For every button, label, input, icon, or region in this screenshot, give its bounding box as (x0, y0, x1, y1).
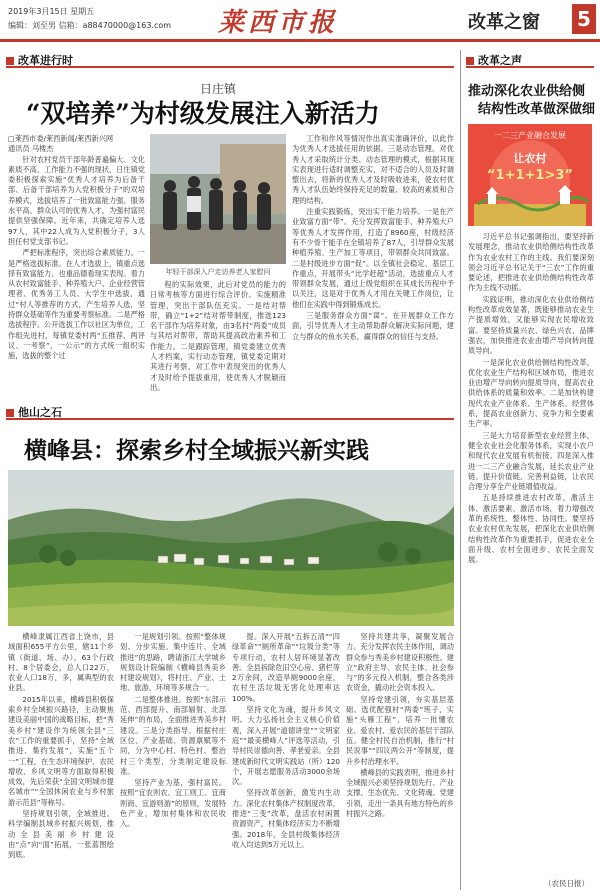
editor-line: 编辑：刘至男 信箱：a88470000@163.com (8, 21, 172, 30)
article1-col1 (8, 134, 145, 402)
article2-col3 (232, 632, 340, 890)
paragraph: 二是整体推进。按照“东部示范、西部提升、南部辐射、北部延伸”的布局，全面推进秀美乡村建设。三是分类指导。根据村庄区位、产业基础、资源禀赋等不同，分为中心村、特色村、整治村三个类型，分类制定建设标准。 (120, 694, 226, 776)
article3-body (468, 232, 594, 872)
paragraph: 横峰县的实践表明，推进乡村全域振兴必须坚持规划先行、产业支撑、生态优先、文化铸魂、党建引领，走出一条具有地方特色的乡村振兴之路。 (346, 767, 454, 819)
article1-photo (150, 134, 286, 264)
section-bar-voice (466, 52, 594, 68)
paragraph: 一是深化农业供给侧结构性改革，优化农业生产结构和区域布局，推进农业由增产导向转向提质导向，提高农业供给体系的质量和效率。二是加快构建现代农业产业体系、生产体系、经营体系，提高农业创新力、竞争力和全要素生产率。 (468, 357, 594, 429)
paragraph: 实践证明，推动深化农业供给侧结构性改革成效显著，既能够推动农业生产提质增效，又能够实现农民增收致富。要坚持质量兴农、绿色兴农、品牌强农，加快推进农业由增产导向转向提质导向。 (468, 294, 594, 356)
reporter: 通讯员 马楼杰 (8, 144, 54, 154)
paragraph: 工作和作风等情况作出真实准确评价，以此作为优秀人才选拔任用的依据。三是动态管理。对优秀人才采取统计分类、动态管理的模式，根据其现实表现进行适时调整充实，对不适合的人员及时调整出去，将新的优秀人才及时吸收进来，使农村优秀人才队伍始终保持充足的数量、较高的素质和合理的结构。 (292, 134, 454, 205)
newspaper-logo: 莱西市报 (218, 8, 339, 38)
square-icon (466, 57, 474, 65)
paragraph: 程的实际效果，此后对党员的能力的日常考核等方面进行综合评价。实施精准管理，突出干部队伍充实。一是结对帮带，确立“1+2”结对帮带制度，推选123名干部作为培养对象，由3名村“两委”成员与其结对帮带，帮助其提高政治素养和工作能力。二是跟踪管理，镇党委建立优秀人才档案，实行动态管理，镇党委定期对其进行考察，对工作中表现突出的优秀人才及时给予提拔重用，使优秀人才脱颖而出。 (150, 280, 286, 392)
page-number: 5 (572, 4, 596, 34)
paragraph: 坚持文化为魂，提升乡风文明。大力弘扬社会主义核心价值观，深入开展“道德讲堂”“文明家庭”“最美横峰人”评选等活动，引导村民崇德向善、孝老爱亲。全县建成新时代文明实践站（所）120个，开展志愿服务活动3000余场次。 (232, 705, 340, 787)
article2-col1 (8, 632, 114, 890)
paragraph: 三是服务群众方面“谋”。在开展群众工作方面，引导优秀人才主动帮助群众解决实际问题，建立与群众的鱼水关系，赢得群众的信任与支持。 (292, 311, 454, 341)
paragraph: 2015年以来，横峰县积极探索乡村全域振兴路径，主动聚焦建设美丽中国的战略目标，把“秀美乡村”建设作为统领全县“三农”工作的重要抓手，坚持“全域推进、集约发展”，实施“五个一”工程，在生态环境保护、农民增收、乡风文明等方面取得积极成效，先后荣获“全国文明城市提名城市”“全国休闲农业与乡村旅游示范县”等称号。 (8, 694, 114, 807)
article3-source: （农民日报） (544, 879, 589, 888)
article1-col2 (150, 280, 286, 402)
badge-top-text: 一二三产业融合发展 (494, 131, 566, 140)
byline: □莱西市委/莱西新闻/莱西新兴网 (8, 134, 114, 143)
section-label: 改革进行时 (18, 54, 73, 67)
section-label: 他山之石 (18, 406, 62, 419)
paragraph: 提。深入开展“五拆五清”“四绿革命”“厕所革命”“垃圾分类”等专项行动，农村人居环境显著改善。全县拆除危旧空心房、猪栏等2万余间，改造旱厕9000余座，农村生活垃圾无害化处理率达100%。 (232, 632, 340, 703)
badge-equation: “1+1+1>3” (487, 168, 573, 183)
article3-headline-line1: 推动深化农业供给侧 (468, 84, 586, 99)
square-icon (6, 409, 14, 417)
paragraph: 横峰隶属江西省上饶市，县域面积655平方公里，辖11个乡镇（街道、场、办），63个行政村、8个居委会，总人口22万，农业人口18万，多，属典型的农业县。 (8, 632, 114, 693)
article1-kicker: 日庄镇 (200, 82, 237, 96)
article1-headline: “双培养”为村级发展注入新活力 (26, 99, 380, 128)
section-bar-example (6, 404, 454, 420)
paragraph: 五是持续推进农村改革，激活主体、激活要素、激活市场，着力增强改革的系统性、整体性、协同性。要坚持农业农村优先发展，把深化农业供给侧结构性改革作为重要抓手，促进农业全面升级、农村全面进步、农民全面发展。 (468, 493, 594, 565)
paragraph: 一是规划引领。按照“整体规划、分步实施、集中连片、全域推进”的思路，聘请浙江大学城乡规划设计院编制《横峰县秀美乡村建设规划》，将村庄、产业、土地、旅游、环境等多规合一。 (120, 632, 226, 693)
paragraph: 坚持共建共享，凝聚发展合力。充分发挥农民主体作用，调动群众参与秀美乡村建设积极性。建立“政府主导、农民主体、社会参与”的多元投入机制，整合各类涉农资金，撬动社会资本投入。 (346, 632, 454, 693)
paragraph: 坚持党建引领，夯实基层基础。选优配强村“两委”班子，实施“头雁工程”，培养一批懂农业、爱农村、爱农民的基层干部队伍。健全村民自治机制，推行“村民说事”“四议两公开”等制度，提升乡村治理水平。 (346, 694, 454, 766)
article2-headline: 横峰县：探索乡村全域振兴新实践 (24, 437, 369, 464)
paragraph: 三是大力培育新型农业经营主体，健全农业社会化服务体系，实现小农户和现代农业发展有机衔接。四是深入推进一二三产业融合发展，延长农业产业链、提升价值链、完善利益链，让农民合理分享全产业链增值收益。 (468, 430, 594, 492)
paragraph: 注重实践锻炼，突出实干能力培养。一是在产业致富方面“带”。充分发挥致富能手、种养殖大户等优秀人才发挥作用，打造了8960座，村级经济有不少骨干能手在全镇培养了87人，引导群众发展种植养殖、生产加工等项目，带领群众共同致富。二是村级进步方面“促”。以全镇社会稳定、基层工作重点，开展带头“比学赶超”活动，选拔重点人才带领群众发展，通过上级党组织在其成长历程中予以关注，这是对于优秀人才用在关键工作岗位，让他们在实践中得到锻炼成长。 (292, 207, 454, 309)
issue-date: 2019年3月15日 星期五 (8, 7, 95, 16)
badge-mid-text: 让农村 (513, 152, 547, 165)
paragraph: 习近平总书记强调指出，要坚持新发展理念，推动农业供给侧结构性改革作为农业农村工作的主线。我们要深刻领会习近平总书记关于“三农”工作的重要论述，把推进农业供给侧结构性改革作为主线不动摇。 (468, 232, 594, 293)
article1-col3 (292, 134, 454, 402)
article2-col2 (120, 632, 226, 890)
paragraph: 坚持产业为基，强村富民。按照“宜农则农、宜工则工、宜商则商、宜游则游”的原则，发展特色产业，增加村集体和农民收入。 (120, 778, 226, 829)
article2-landscape-photo (8, 470, 454, 626)
paragraph: 坚持改革创新，激发内生动力。深化农村集体产权制度改革，推进“三变”改革，盘活农村闲置资源资产，村集体经济实力不断增强。2018年，全县村级集体经济收入均达到5万元以上。 (232, 788, 340, 849)
square-icon (6, 57, 14, 65)
photo-caption: 年轻干部深入户走访养老人家慰问 (165, 268, 271, 276)
section-title: 改革之窗 (468, 12, 540, 33)
paragraph: 严把标准程序，突出综合素质能力。一是严格选拔标准。在人才选拔上，镇重点选择有致富能力、也重品德看现实表现。着力从农村致富能手、种养殖大户、企业经营管理者、优秀务工人员、大学生中选拔，通过“村人等推荐的方式，产生培养人选，坚持群众基础等作为重要考察标准。二是严格选拔程序。公开选拔工作以社区为单位，工作组先进村，每镇党委村两“五推荐、两评议、一考察”，一公示”的方式统一组织实施，选拔的整个过 (8, 248, 145, 361)
section-bar-reform (6, 52, 454, 68)
article3-headline-line2: 结构性改革做深做细 (478, 102, 596, 117)
rural-integration-graphic (468, 124, 592, 226)
paragraph: 针对农村党员干部年龄普遍偏大、文化素质不高、工作能力不强的现状，日庄镇党委积极探索实施“优秀人才培养为后备干部、后备干部培养为入党积极分子”的双培养模式，选拔培养了一批致富能力强、服务水平高、群众认可的优秀人才，为强村富民提供坚强保障。近年来，共确定培养人选97人，其中22人成为入党积极分子，3人担任村党支部书记。 (8, 154, 145, 246)
masthead (0, 0, 600, 42)
paragraph: 坚持规划引领，全域推进。科学编制县域乡村振兴规划，推动全县美丽乡村建设由“点”向“面”拓展，一张蓝图绘到底。 (8, 809, 114, 860)
article2-col4 (346, 632, 454, 890)
section-label: 改革之声 (478, 54, 522, 67)
column-divider (460, 50, 461, 890)
